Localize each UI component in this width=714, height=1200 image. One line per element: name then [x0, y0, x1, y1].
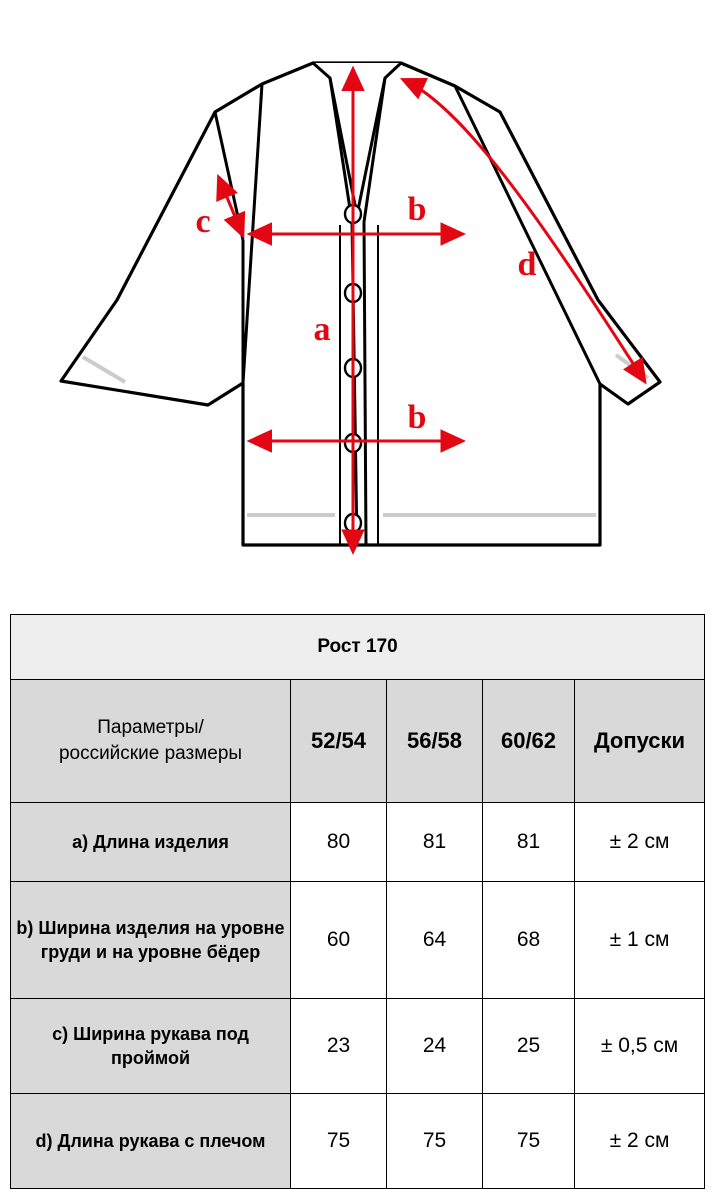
- row-a-tolerance: ± 2 см: [575, 803, 705, 882]
- table-row: [11, 1094, 705, 1189]
- size-table: [10, 614, 705, 1189]
- row-d-tolerance: ± 2 см: [575, 1094, 705, 1189]
- row-c-60-62: 25: [483, 999, 575, 1094]
- label-d: d: [517, 246, 537, 283]
- row-d-56-58: 75: [387, 1094, 483, 1189]
- column-header-56-58: 56/58: [387, 680, 483, 803]
- row-b-52-54: 60: [291, 882, 387, 999]
- row-b-56-58: 64: [387, 882, 483, 999]
- column-header-params-line2: российские размеры: [58, 743, 243, 764]
- table-title-row: [11, 615, 705, 680]
- row-b-60-62: 68: [483, 882, 575, 999]
- row-param-a: a) Длина изделия: [11, 803, 291, 882]
- column-header-60-62: 60/62: [483, 680, 575, 803]
- table-row: [11, 882, 705, 999]
- row-b-tolerance: ± 1 см: [575, 882, 705, 999]
- table-title: Рост 170: [11, 615, 705, 680]
- label-b-hips: b: [407, 399, 427, 436]
- label-c: c: [195, 203, 211, 240]
- column-header-tolerance: Допуски: [575, 680, 705, 803]
- row-d-52-54: 75: [291, 1094, 387, 1189]
- table-row: [11, 999, 705, 1094]
- column-header-params: [11, 680, 291, 803]
- row-param-b: b) Ширина изделия на уровне груди и на уровне бёдер: [11, 882, 291, 999]
- label-b-chest: b: [407, 191, 427, 228]
- column-header-params-line1: Параметры/: [97, 717, 204, 739]
- garment-outline: [61, 63, 660, 545]
- column-header-52-54: 52/54: [291, 680, 387, 803]
- row-a-52-54: 80: [291, 803, 387, 882]
- size-table-container: [10, 614, 704, 1189]
- row-c-52-54: 23: [291, 999, 387, 1094]
- table-header-row: [11, 680, 705, 803]
- row-c-tolerance: ± 0,5 см: [575, 999, 705, 1094]
- row-param-d: d) Длина рукава с плечом: [11, 1094, 291, 1189]
- table-row: [11, 803, 705, 882]
- row-param-c: c) Ширина рукава под проймой: [11, 999, 291, 1094]
- row-a-60-62: 81: [483, 803, 575, 882]
- row-a-56-58: 81: [387, 803, 483, 882]
- row-c-56-58: 24: [387, 999, 483, 1094]
- row-d-60-62: 75: [483, 1094, 575, 1189]
- label-a: a: [313, 311, 331, 348]
